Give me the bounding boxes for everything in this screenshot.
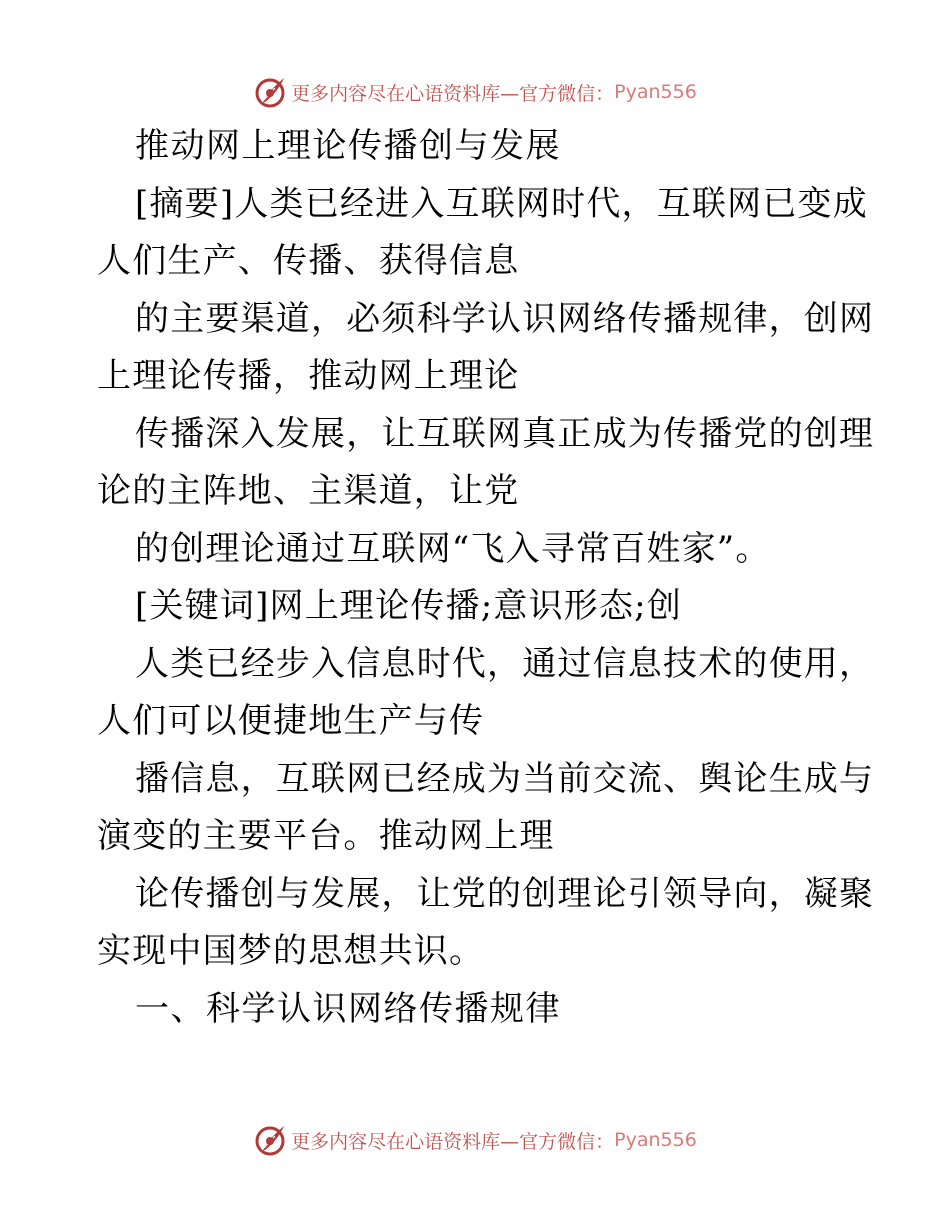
banner-text: 更多内容尽在心语资料库—官方微信： [291,82,615,105]
document-body [97,118,875,1038]
paragraph-line: 论的主阵地、主渠道，让党 [97,471,520,511]
paragraph-line: 的创理论通过互联网“飞入寻常百姓家”。 [135,528,771,569]
paragraph-line: 人类已经步入信息时代，通过信息技术的使用， [135,643,875,684]
section-heading: 一、科学认识网络传播规律 [135,988,561,1029]
paragraph-line: 论传播创与发展，让党的创理论引领导向，凝聚 [135,873,875,914]
banner-text: 更多内容尽在心语资料库—官方微信： [291,1130,615,1153]
paragraph-line: 演变的主要平台。推动网上理 [97,816,555,856]
quill-pen-logo-icon [253,75,287,109]
quill-pen-logo-icon [253,1123,287,1157]
paragraph-line: 人们生产、传播、获得信息 [97,241,520,281]
paragraph-line: 的主要渠道，必须科学认识网络传播规律，创网 [135,298,875,339]
footer-watermark-banner [0,1120,950,1160]
keywords-line: [关键词]网上理论传播;意识形态;创 [135,586,683,626]
banner-wechat-id: Pyan556 [614,1129,697,1151]
paragraph-line: 播信息，互联网已经成为当前交流、舆论生成与 [135,758,875,799]
paragraph-line: 人们可以便捷地生产与传 [97,701,485,741]
paragraph-line: 实现中国梦的思想共识。 [97,931,485,971]
paragraph-line: [摘要]人类已经进入互联网时代，互联网已变成 [135,183,868,224]
document-title: 推动网上理论传播创与发展 [135,126,561,166]
banner-wechat-id: Pyan556 [614,81,697,103]
paragraph-line: 上理论传播，推动网上理论 [97,356,520,396]
paragraph-line: 传播深入发展，让互联网真正成为传播党的创理 [135,413,875,454]
header-watermark-banner [0,72,950,112]
